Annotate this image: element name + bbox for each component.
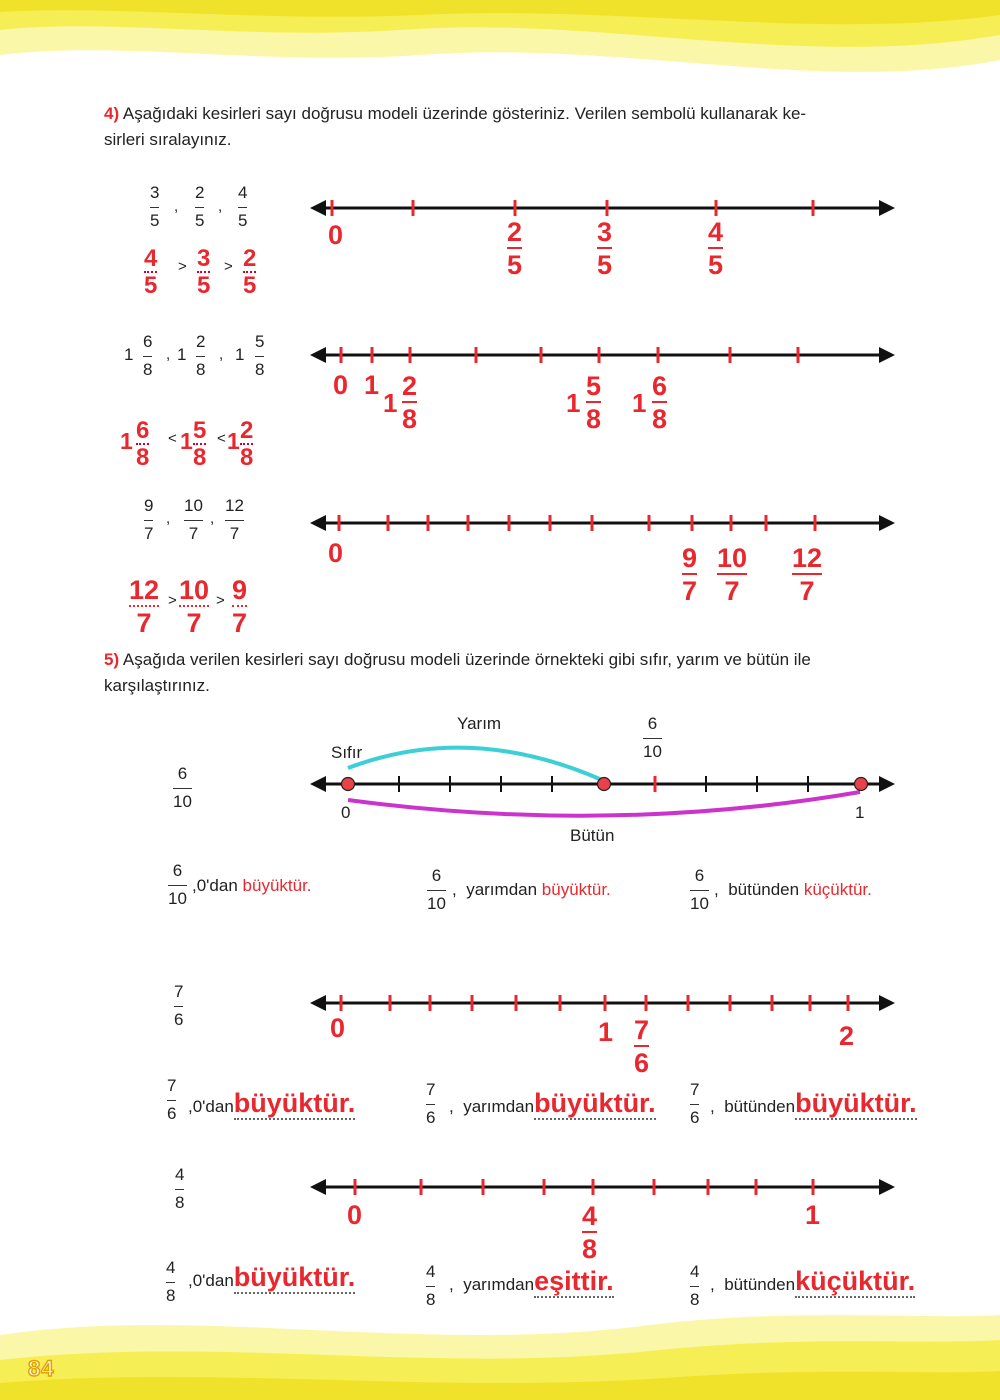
r3-number-line: [310, 510, 900, 538]
ex2-s1-frac: 7 6: [167, 1076, 177, 1123]
bottom-wave-decoration: [0, 1295, 1000, 1400]
ex2-label-zero: 0: [330, 1013, 346, 1043]
r2-given-frac-1: 6 8: [143, 332, 153, 379]
r2-number-line: [310, 342, 900, 370]
r1-label-a: 2 5: [507, 217, 523, 280]
r2-order-whole-3: 1: [227, 428, 240, 454]
ex3-number-line: [310, 1174, 900, 1202]
r3-order-sym-2: >: [216, 592, 225, 609]
r2-given-whole-3: 1: [235, 345, 245, 364]
r3-order-a: 12 7: [129, 575, 160, 638]
r2-label-c: 6 8: [652, 371, 668, 434]
r2-given-whole-2: 1: [177, 345, 187, 364]
ex2-s2-frac: 7 6: [426, 1080, 436, 1127]
r3-order-sym-1: >: [168, 592, 177, 609]
r1-given-frac-3: 4 5: [238, 183, 248, 230]
ex1-s1: ,0'dan büyüktür.: [192, 876, 312, 895]
ex1-s2-frac: 6 10: [427, 866, 446, 913]
ex3-given-frac: 4 8: [175, 1165, 185, 1212]
ex1-label-one: 1: [855, 803, 865, 822]
r2-order-sym-2: <: [217, 430, 226, 447]
ex1-given-frac: 6 10: [173, 764, 192, 811]
ex2-given-frac: 7 6: [174, 982, 184, 1029]
r1-order-sym-2: >: [224, 258, 233, 275]
ex1-s3: , bütünden küçüktür.: [714, 880, 872, 899]
ex3-s3-frac: 4 8: [690, 1262, 700, 1309]
ex1-number-line: [310, 740, 900, 825]
ex1-mark-frac: 6 10: [643, 714, 662, 761]
r1-order-c: 2 5: [243, 245, 257, 299]
r2-given-whole-1: 1: [124, 345, 134, 364]
r3-label-zero: 0: [328, 538, 344, 568]
ex3-s2: , yarımdaneşittir.: [449, 1266, 614, 1296]
r2-label-b: 5 8: [586, 371, 602, 434]
r1-order-sym-1: >: [178, 258, 187, 275]
page-number: 84: [28, 1356, 55, 1381]
ex3-mark-frac: 4 8: [582, 1201, 598, 1264]
r3-given-frac-1: 9 7: [144, 496, 154, 543]
ex1-label-sifir: Sıfır: [331, 743, 363, 762]
r2-given-frac-3: 5 8: [255, 332, 265, 379]
q4-text-line1: Aşağıdaki kesirleri sayı doğrusu modeli üzerinde gösteriniz. Verilen sembolü kullanarak ke-: [122, 104, 807, 123]
r3-label-b: 10 7: [717, 543, 748, 606]
r1-given-frac-1: 3 5: [150, 183, 160, 230]
ex3-s1-frac: 4 8: [166, 1258, 176, 1305]
q4-instruction: [104, 101, 904, 153]
q5-text-line1: Aşağıda verilen kesirleri sayı doğrusu modeli üzerinde örnekteki gibi sıfır, yarım ve bütün ile: [122, 650, 811, 669]
r2-order-whole-1: 1: [120, 428, 133, 454]
r1-label-c: 4 5: [708, 217, 724, 280]
r2-order-c: 2 8: [240, 417, 254, 471]
q5-number: 5): [104, 650, 120, 669]
ex2-label-one: 1: [598, 1017, 614, 1047]
r3-order-b: 10 7: [179, 575, 210, 638]
r3-given-frac-3: 12 7: [225, 496, 244, 543]
r1-order-b: 3 5: [197, 245, 211, 299]
ex3-s1: ,0'danbüyüktür.: [188, 1262, 356, 1292]
q5-instruction: [104, 647, 924, 699]
r2-order-whole-2: 1: [180, 428, 193, 454]
r3-label-c: 12 7: [792, 543, 823, 606]
r3-order-c: 9 7: [232, 575, 248, 638]
q4-number: 4): [104, 104, 120, 123]
r2-order-b: 5 8: [193, 417, 207, 471]
ex2-number-line: [310, 990, 900, 1018]
ex3-label-zero: 0: [347, 1200, 363, 1230]
ex3-label-one: 1: [805, 1200, 821, 1230]
ex2-label-two: 2: [839, 1021, 855, 1051]
r2-label-one: 1: [364, 370, 380, 400]
top-wave-decoration: [0, 0, 1000, 95]
r2-given-frac-2: 2 8: [196, 332, 206, 379]
ex1-label-zero: 0: [341, 803, 351, 822]
ex1-label-yarim: Yarım: [457, 714, 502, 733]
r2-label-a-whole: 1: [383, 388, 398, 418]
ex2-s3-frac: 7 6: [690, 1080, 700, 1127]
r3-label-a: 9 7: [682, 543, 698, 606]
r1-order-a: 4 5: [144, 245, 158, 299]
ex1-s2: , yarımdan büyüktür.: [452, 880, 611, 899]
ex3-s3: , bütündenküçüktür.: [710, 1266, 916, 1296]
ex2-s3: , bütündenbüyüktür.: [710, 1088, 917, 1118]
q4-text-line2: sirleri sıralayınız.: [104, 130, 232, 149]
r1-given-frac-2: 2 5: [195, 183, 205, 230]
r2-label-b-whole: 1: [566, 388, 581, 418]
ex2-s2: , yarımdanbüyüktür.: [449, 1088, 656, 1118]
r2-order-a: 6 8: [136, 417, 150, 471]
r1-label-b: 3 5: [597, 217, 613, 280]
ex3-s2-frac: 4 8: [426, 1262, 436, 1309]
ex1-s3-frac: 6 10: [690, 866, 709, 913]
r2-label-c-whole: 1: [632, 388, 647, 418]
ex2-s1: ,0'danbüyüktür.: [188, 1088, 356, 1118]
r3-given-frac-2: 10 7: [184, 496, 203, 543]
ex2-mark-frac: 7 6: [634, 1015, 650, 1078]
r1-label-zero: 0: [328, 220, 344, 250]
ex1-label-butun: Bütün: [570, 826, 615, 845]
r2-order-sym-1: <: [168, 430, 177, 447]
ex1-s1-frac: 6 10: [168, 861, 187, 908]
q5-text-line2: karşılaştırınız.: [104, 676, 210, 695]
r2-label-zero: 0: [333, 370, 349, 400]
r2-label-a: 2 8: [402, 371, 418, 434]
